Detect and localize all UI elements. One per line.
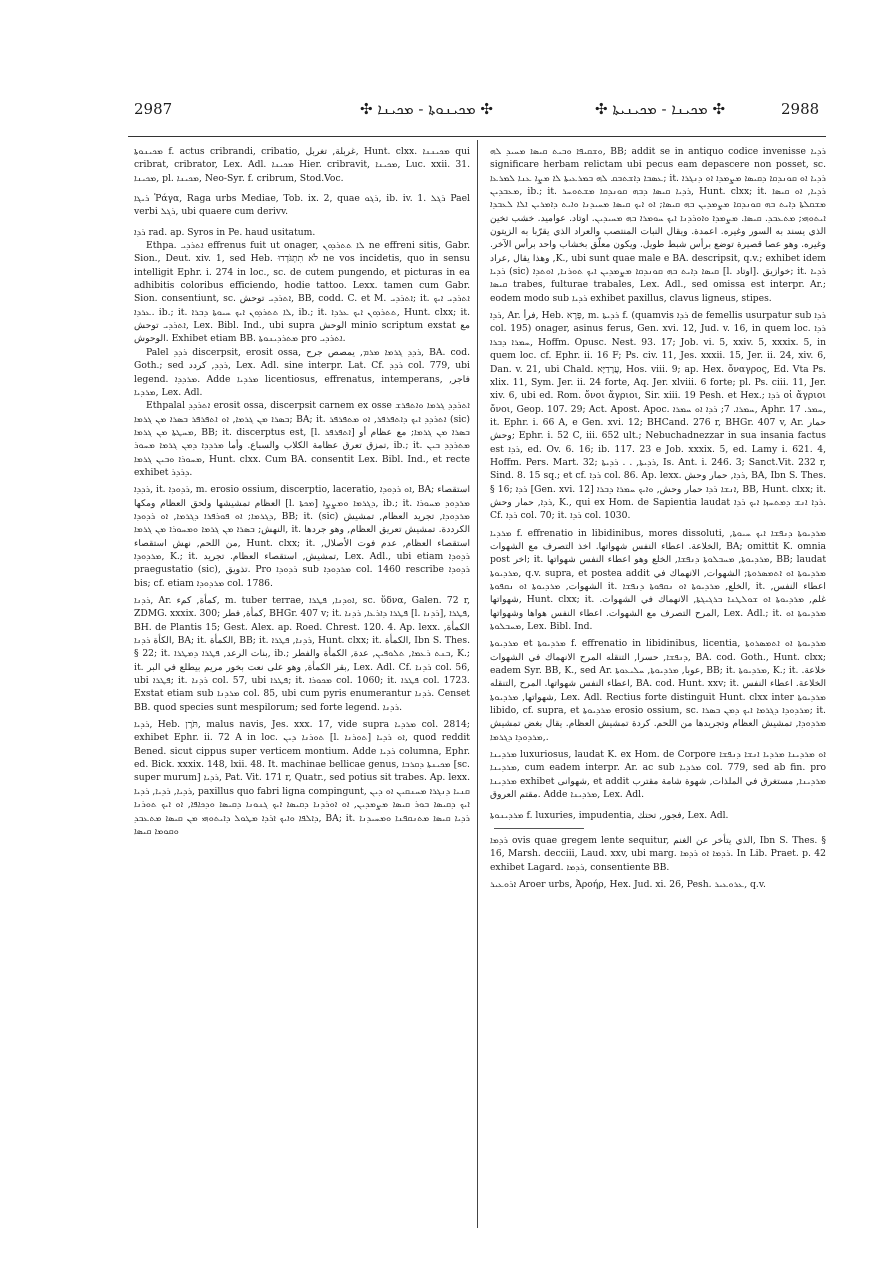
entry-erosio-ossium: ܪܕܕܐ, it. ܪܕܘܕܐ, m. erosio ossium, discerptio, laceratio, ܐܘ ܪܕܘܕܐ, BA; استقصاء العظام تمشيشها ولحق العظام ومكها [l. ܡܟܬܐ] ܕܓܪܡܐ ܘܡܨܨܐ, ib.; it. ܡܪܕܘܕ ܡܚܘܪܐ ܕܓܪܡܐ; ܐܘ ܦܘܪܦܪܐ ܕܓܪܡܐ, ܐܘ ܪܕܘܕܐ, BB; it. (sic) ܡܪܕܘܕܐ, تجريد العظام, تمشيش النهش; ܒܣܪܐ ܡܢ ܓܪܡܐ ܘܡܚܘܪܐ ܡܢ ܓܪܡܐ, it. الكرددة. تمشيش تعريق العظام, وهو جردها من اللحم, نهش استقصاء, Hunt. clxx; it. استقصاء العظام, عدم فوت الأصلال, ܡܪܕܘܕܐ, K.; it. تمشيش, استقصاء العظام. تجريد, Lex. Adl., ubi etiam ܪܕܘܕܐ praegustatio (sic), تذويق. Pro ܪܕܘܕܐ sub ܡܪܕܘܕܐ col. 1460 rescribe ܪܕܘܕܐ bis; cf. etiam ܡܪܕܘܕܐ col. 1786. — [134, 484, 471, 589]
entry-ovis: ܪܕܡܐ ovis quae gregem lente sequitur, الذي يتأخر عن الغنم, Ibn S. Thes. § 16, Marsh. decciii, Laud. xxv, ubi marg. ܪܕܡܐ ܐܘ ܪܕܡܐ. In Lib. Praet. p. 42 exhibet Lagard. ܪܕܡܐ, consentiente BB. — [490, 834, 826, 873]
entry-aroer: ܐܪܘܥܝܪ Aroer urbs, Ἀροήρ, Hex. Jud. xi. 26, Pesh. ܥܪܘܥܝܪ, q.v. — [490, 878, 766, 890]
entry-raga: ܪܝܓܐ Ῥάγα, Raga urbs Mediae, Tob. ix. 2, quae ܪܓܘ, ib. iv. 1. ܪܓܠ Pael verbi ܪܓܠ, ubi quaere cum derivv. — [134, 193, 470, 218]
entry-rada-root: ܪܕܐ rad. ap. Syros in Pe. haud usitatum. — [134, 226, 316, 238]
page-number-right: 2988 — [781, 100, 820, 118]
right-column — [490, 145, 826, 891]
entry-palel: Palel ܪܕܕ discerpsit, erosit ossa, ܪܕܕ ܓܪܡܐ ܡܪܡ, يمصص جرح, BA. cod. Goth.; sed ܪܕܕ, كردد, Lex. Adl. sine interpr. Lat. Cf. ܪܕܕ col. 779, ubi legend. ܡܪܕܕܐ. Adde ܡܪܕܝܐ licentiosus, effrenatus, intemperans, فاجر, ܡܪܕܝܐ, Lex. Adl. — [134, 346, 470, 398]
page-number-left: 2987 — [134, 100, 173, 118]
entry-tuber-terrae: ܪܕܢܐ, Ar. كمأة, كمء, m. tuber terrae, ܐܘܕܢܐ, ܦܛܪܐ, sc. ὕδνα, Galen. 72 r, ZDMG. xxxix. 300; كمأة, فطر, BHGr. 407 v; it. ܦܛܪܐ ܕܐܪܥܐ, ܪܕܢܐ [l. ܪܕܢܐ], ܦܛܪܐ, BH. de Plantis 15; Gest. Alex. ap. Roed. Chrest. 120. 4. Ap. lexx. الكمأة, الكأة ܪܕܢܐ, BA; it. الكمأة, BB; it. ܪܕܢܐ, ܦܛܪܐ, Hunt. clxx; it. الكمأة, Ibn S. Thes. § 22; it. بنات الرعد, ܦܛܪܐ ܕܡܛܪܐ, ib.; ܒܢܬ ܪܥܡܐ, ܬܠܘܦܝܢ, عدة, الكمأة والفطر, K.; it. بقر الكمأة, وهو على نعت بخور مريم بيطلع في البر, Lex. Adl. Cf. ܪܕܢܐ col. 56, ubi ܦܛܪܐ; it. ܪܕܢܐ col. 57, ubi ܦܛܪܐ; it. ܡܟܘܪܐ col. 1060; it. ܦܛܪܐ col. 1723. Exstat etiam sub ܡܪܕܢܐ col. 85, ubi cum pyris enumerantur ܪܕܢܐ. Censet BB. quod species sunt mespilorum; sed forte legend. ܪܕܢܐ. — [134, 595, 471, 713]
entry-onager: ܪܕܐ, Ar. فرأ, Heb. פֶּרֶא, m. ܪܕܝܬܐ f. (quamvis ܪܕܐ de femellis usurpatur sub ܪܕܐ col. 195) onager, asinus ferus, Gen. xvi. 12, Jud. v. 16, in quem loc. ܪܕܐ ܚܡܪܐ ܕܒܪܐ, Hoffm. Opusc. Nest. 93. 17; Job. vi. 5, xxiv. 5, xxxix. 5, in quem loc. cf. Ephr. ii. 16 F; Ps. civ. 11, Jes. xxxii. 15, Jer. ii. 24, xiv. 6, Dan. v. 21, ubi Chald. עֲרָדַיָּא, Hos. viii. 9; ap. Hex. ὄναγρος, Ed. Vta Ps. xlix. 11, Sym. Jer. ii. 24 forte, Aq. Jer. xlviii. 6 forte; pl. Ps. ciii. 11, Jer. xiv. 6, ubi ed. Rom. ὄνοι ἄγριοι, Sir. xiii. 19 Pesh. et Hex.; ܪܕܐ οἱ ἄγριοι ὄνοι, Geop. 107. 29; Act. Apost. Apoc. ܚܡܪܐ. 7; ܪܕܐ ܐܘ ܚܡܪܐ, Aphr. ܚܡܪ. 17, it. Ephr. i. 66 A, e Gen. xvi. 12; BHCand. 276 r, BHGr. 407 v, Ar. حمار وحش; Ephr. i. 52 C, iii. 652 ult.; Nebuchadnezzar in sua insania factus est ܪܕܐ, ed. Ov. 6. 16; ib. 117. 23 e Job. xxxix. 5, ed. Lamy i. 621. 4, Hoffm. Pers. Mart. 32; ܪܕܝܬܐ, . . ܪܕܝܬܐ, Is. Ant. i. 246. 3; Sanct.Vit. 232 r, Sind. 8. 15 sq.; et cf. ܪܕܐ col. 86. Ap. lexx. ܪܕܐ, حمار وحش, BA, Ibn S. Thes. § 16; ܪܕܐ [Gen. xvi. 12] ܐܢܫܐ ܪܕܐ حمار وحش, ܘܐܝܟ ܚܡܪܐ ܕܒܪܐ, BB, Hunt. clxx; it. ܪܕܐ, حمار وحش, K., qui ex Hom. de Sapientia laudat ܪܕܐ ܐܢܫ ܕܡܬܚܙܐ ܐܝܟ ܪܕܐ. Cf. ܪܕܐ col. 70; it. ܪܕܐ col. 1030. — [490, 310, 827, 522]
column-divider — [477, 140, 478, 1228]
entry-ethpalal: Ethpalal ܐܬܪܕܕ erosit ossa, discerpsit carnem ex osse ܐܬܪܕܕ ܓܪܡܐ ܘܐܬܦܪܫ ܒܣܪܐ ܡܢ ܓܪܡܐ, ܐܘ ܐܬܦܪܦܪ ܒܣܪܐ ܡܢ ܓܪܡܐ; BA; it. ܐܬܪܕܕ ܐܝܟ ܕܐܬܦܪܦܪ, ܐܘ ܡܬܦܪܦܪ (sic) ܡܚܛܬܐ ܡܢ ܓܪܡܐ, BB; it. discerptus est, [l. ܐܬܦܪܦܪ] ܒܣܪܐ ܡܢ ܓܪܡܐ; مع عظام أو تمزق تعرق عظامة الكلاب والسباع. وأما ܡܪܕܕܐ ܕܡܢ ܓܪܡܐ ܡܚܘܪ, ib.; it. ܡܬܪܕܕ ܒܝܢ ܡܚܘܪܐ ܘܒܝܢ ܓܪܡܐ, Hunt. clxx. Cum BA. consentit Lex. Bibl. Ind., et recte exhibet ܕܪܕܪ. — [134, 400, 471, 478]
entry-luxuries: ܡܪܕܝܢܘܬܐ f. luxuries, impudentia, فجور, تحتك, Lex. Adl. — [490, 809, 729, 821]
header-rule — [128, 136, 826, 137]
entry-cribratio: ܡܟܝܢܘܬܐ f. actus cribrandi, cribatio, غربلة, تغربل, Hunt. clxx. ܡܟܝܢܢܐ qui cribrat, cribrator, Lex. Adl. ܡܟܝܢܐ Hier. cribravit, ܡܟܝܢܐ, Luc. xxii. 31. ܡܟܝܢܐ, pl. ܡܟܝܢܐ, Neo-Syr. f. cribrum, Stod.Voc. — [134, 146, 470, 184]
left-column — [134, 145, 470, 838]
entry-malus-navis: ܪܕܝܐ, Heb. תֹּרֶן, malus navis, Jes. xxx. 17, vide supra ܡܪܕܝܐ col. 2814; exhibet Ephr. ii. 72 A in loc. ܬܘܪܢܐ ܕܝܢ [l. ܬܘܪܢܐ] ܐܘ ܪܕܝܐ, quod reddit Bened. sicut cippus super verticem montium. Adde ܪܕܝܐ columna, Ephr. ed. Bick. xxxix. 148, lxii. 48. It. machinae bellicae genus, ܡܟܝܢܬܐ ܕܩܪܒܐ [sc. super murum] ܪܕܝܐ, Pat. Vit. 171 r, Quatr., sed potius sit trabes. Ap. lexx. ܪܕܝܐ, ܪܕܝܐ, ܪܕܝܐ, paxillus quo fabri ligna compingunt, ܩܢܝܐ ܕܢܓܪܐ ܡܚܢܩܝܢ ܐܘ ܕܝܢ ܐܝܟ ܕܩܝܣܐ ܒܘܪ ܩܝܣܐ ܡܨܡܕܝܢ, ܐܘ ܐܘܪܕܢܐ ܕܩܝܣܐ ܐܝܟ ܓܢܘܢܐ ܕܩܝܣܐ ܘܕܟܐܦܐ, ܐܘ ܐܝܟ ܬܘܪܢܐ ܕܐܠܦܐ ܘܐܝܟ ܐܪܕܐ ܡܛܘܠ ܕܐܝܬܘܗܝ ܡܢ ܩܝܣܐ ܡܬܥܒܕ, BA; it. ܪܕܝܐ ܩܝܣܐ ܡܬܢܩܦܢܐ ܘܡܚܝܕܢܐ ܘܩܘܡܐ ܩܝܣܐ — [134, 719, 471, 837]
entry-luxuriosus: ܡܪܕܝܢܐ luxuriosus, laudat K. ex Hom. de Corpore ܐܘ ܡܪܕܝܢܐ ܡܪܕܝܐ ܐܢܫܐ ܕܢܦܫܐ ܡܪܕܝܢܐ, cum eadem interpr. Ar. ac sub ܡܪܕܝܐ col. 779, sed ab fin. pro ܡܪܕܝܢܐ exhibet شهوانی, et addit ܡܪܕܝܢܐ, مستغرق في الملذات, شهوة شامة مقترب مقتم العروق. Adde ܡܪܕܝܢܐ, Lex. Adl. — [490, 749, 827, 801]
entry-licentia: ܡܪܕܝܘܬܐ et ܡܪܕܝܘܬܐ f. effrenatio in libidinibus, licentia, ܡܪܕܝܘܬܐ ܐܘ ܐܬܡܣܪܘܬܐ ܕܢܦܫܐ, حسرا, التنقله المرح الانهماك في الشهوات, BA. cod. Goth., Hunt. clxx; eadem Syr. BB, K., sed Ar. عوبا, ܡܪܕܝܘܬܐ, ܚܠܝܥܘܬܐ, BB; it. ܡܪܕܝܘܬܐ, K.; it. خلاعة. اعطاء النفس شهواتها. المرح ,التنقله, BA. cod. Hunt. xxv; it. الخلاعة. اعطاء النفس شهواتها, ܡܪܕܝܘܬܐ, Lex. Adl. Rectius forte distinguit Hunt. clxx inter ܡܪܕܝܘܬܐ libido, cf. supra, et ܡܪܕܝܘܬܐ erosio ossium, sc. ܡܪܕܘܕܐ ܕܓܪܡܐ ܐܝܟ ܕܡܢ ܒܣܪܐ; it. ܡܪܕܘܕܐ, تمشيش العظام وتجريدها من اللحم. كردة تمشيش العظام. يقال بغض تمشيش ,ܡܪܕܘܕܐ ܕܓܪܡܐ. — [490, 638, 827, 743]
entry-ethpa: Ethpa. ܐܬܪܕܝ effrenus fuit ut onager, ܠܐ ܬܬܪܕܘܢ ne effreni sitis, Gabr. Sion., Deut. xiv. 1, sed Heb. לֹא תִתְגֹּדְדוּ ne vos incidetis, quo in sensu intelligit Ephr. i. 274 in loc., sc. de cutem pungendo, et picturas in ea adhibitis coloribus efficiendo, hodie tattoo. Lexx. tamen cum Gabr. Sion. consentiunt, sc. ܐܬܪܕܝ توحش, BB, codd. C. et M. ܐܬܪܕܝ; it. ܐܬܪܕܝ ܐܝܟ ܥܪܕܐ. ib.; it. ܠܐ ܬܬܪܕܘܢ ܐܝܟ ܚܝܘܬܐ ܕܒܪܐ, ib.; it. ܬܬܪܕܘܢ ܐܝܟ ܥܪܕܐ, Hunt. clxx; it. ܐܬܪܕܝ توحش, Lex. Bibl. Ind., ubi supra الوحش minio scriptum exstat مع الوحوش. Exhibet etiam BB. ܡܬܪܕܝܢܘܬܐ pro ܐܬܪܕܝ. — [134, 240, 471, 345]
section-separator — [494, 828, 584, 829]
entry-continued: ܘܫܩܝܦܐ ܘܒܝܬ ܩܝܣܐ ܡܚܝܕ ܠܗ, BB; addit se in antiquo codice invenisse ܪܕܝܐ significare herbam relictam ubi pecus eam depascere non posset, sc. ܥܣܒܐ ܕܐܫܬܒܩ ܠܗ ܒܡܪܥܝܬܐ ܠܐ ܡܨܐ ܥܢܐ ܠܡܪܥܐ; it. ܪܕܝܐ ܐܘ ܩܘܢܕܩܐ ܕܩܝܣܐ ܡܨܡܕܐ ܐܘ ܕܢܓܪܐ ܡܥܒܕܝܢ, ib.; it. ܪܕܝܐ ܩܝܣܐ ܕܒܗ ܩܘܢܕܩܐ ܡܫܬܘܚܪ, Hunt. clxx; it. ܪܕܝܐ, ܐܘ ܩܝܣܐ ܡܫܩܠܬܐ ܕܐܝܬ ܒܗ ܩܘܢܕܩܐ ܡܨܡܕܝܢ ܒܗ ܩܝܣܐ; ܐܘ ܐܝܟ ܩܝܣܐ ܡܚܝܕܢܐ ܘܐܝܬ ܕܐܡܪܝܢ ܐܠܐ ܠܥܒܕܐ ܐܝܬܘܗܝ; ܡܬܥܒܕ. ܩܝܣܐ. ܡܨܡܕܐ ܘܐܘܪܕܢܐ ܐܝܟ ܚܘܡܪܐ ܒܗ ܡܚܝܕܝܢ. اوتاد. عوامید. خشب تخين الذي يسند به السور وغيره. اعمدة. ويقال النبات المنتصب والعراد الذي يقرّبا به الزيتون وغيره. وهو عصا قصيرة توضع برأس شبط طويل. ويكون معلّق بخشاب واحد برأس الآخر. وهذا يقال ,عراد ,K., ubi sunt quae male e BA. descripsit, q.v.; exhibet idem ܪܕܝܐ (sic) ܩܝܣܐ ܕܐܝܬ ܒܗ ܩܘܢܕܩܐ ܡܨܡܕܝܢ ܐܝܟ ܬܘܪܢܐ, ܐܘܬܕܐ [l. اوتاد]. خوازيق; it. ܪܕܝܐ ܩܝܣܐ trabes, fulturae trabales, Lex. Adl., sed omissa est interpr. Ar.; eodem modo sub ܪܕܝܐ exhibet paxillus, clavus ligneus, stipes. — [490, 146, 826, 304]
running-head-right: ✣ ܡܟܝܢܐ - ܡܟܝܢܝܬܐ ✣ — [595, 100, 726, 118]
running-head-left: ✣ ܡܟܝܢܘܬܐ - ܡܟܝܢܐ ✣ — [360, 100, 493, 118]
entry-effrenatio: ܡܪܕܝܐ f. effrenatio in libidinibus, mores dissoluti, ܡܪܕܝܘܬܐ ܕܢܦܫܐ ܐܝܟ ܚܝܘܬܐ, الخلاعة. اعطاء النفس شهواتها. اخذ التصرف مع الشهوات, BA; omittit K. omnia post اخر; it. ܡܪܕܝܘܬܐ, ܡܚܒܠܘܬܐ ܕܢܦܫܐ, الخلع وهو اعطاء النفس شهواتها, BB; laudat ܡܪܕܝܘܬܐ, q.v. supra, et postea addit ܡܪܕܝܘܬܐ ܐܘ ܐܬܡܣܪܘܬܐ; الشهوات, الانهماك في الشهوات, ܡܪܕܝܘܬܐ ܐܘ ܢܩܦܘܬܐ it. الخلع, ܡܪܕܝܘܬܐ ܐܘ ܢܩܦܘܬܐ ܕܢܦܫܐ, it. اعطاء النفس, شهواتها, Hunt. clxx; it. غلم, ܡܪܕܝܘܬܐ ܐܘ ܫܘܠܛܢܐ ܒܪܓܝܓܬܐ, الانهماك في الشهوات. المرح التصرف مع الشهوات. اعطاء النفس هواها وشهواتها, Lex. Adl.; it. ܡܪܕܝܘܬܐ ܐܘ ܡܚܒܠܘܬܐ, Lex. Bibl. Ind. — [490, 527, 827, 633]
